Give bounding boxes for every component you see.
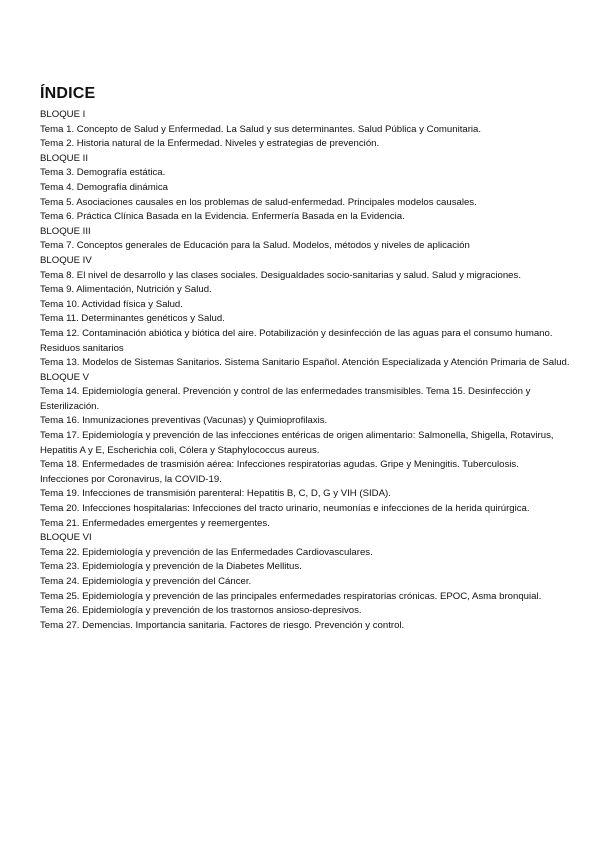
topic-entry: Tema 17. Epidemiología y prevención de las infecciones entéricas de origen alimentario: Salmonella, Shigella, Rotavirus, Hepatitis A y E, Escherichia coli, Cólera y Staphylococcus aureus. xyxy=(40,430,554,456)
block-heading: BLOQUE V xyxy=(40,371,90,383)
topic-entry: Tema 13. Modelos de Sistemas Sanitarios. Sistema Sanitario Español. Atención Especializada y Atención Primaria de Salud. xyxy=(40,357,570,369)
topic-entry: Tema 2. Historia natural de la Enfermedad. Niveles y estrategias de prevención. xyxy=(40,138,380,150)
topic-entry: Tema 20. Infecciones hospitalarias: Infecciones del tracto urinario, neumonías e infecciones de la herida quirúrgica. xyxy=(40,503,530,515)
index-list xyxy=(40,108,570,633)
topic-entry: Tema 5. Asociaciones causales en los problemas de salud-enfermedad. Principales modelos causales. xyxy=(40,196,477,208)
block-heading: BLOQUE III xyxy=(40,225,91,237)
block-heading: BLOQUE VI xyxy=(40,532,92,544)
topic-entry: Tema 8. El nivel de desarrollo y las clases sociales. Desigualdades socio-sanitarias y salud. Salud y migraciones. xyxy=(40,269,521,281)
topic-entry: Tema 7. Conceptos generales de Educación para la Salud. Modelos, métodos y niveles de aplicación xyxy=(40,240,470,252)
topic-entry: Tema 21. Enfermedades emergentes y reemergentes. xyxy=(40,517,270,529)
topic-entry: Tema 14. Epidemiología general. Prevención y control de las enfermedades transmisibles. Tema 15. Desinfección y Esterilización. xyxy=(40,386,531,412)
topic-entry: Tema 18. Enfermedades de trasmisión aérea: Infecciones respiratorias agudas. Gripe y Meningitis. Tuberculosis. Infecciones por Coronavirus, la COVID-19. xyxy=(40,459,519,485)
topic-entry: Tema 16. Inmunizaciones preventivas (Vacunas) y Quimioprofilaxis. xyxy=(40,415,328,427)
block-heading: BLOQUE IV xyxy=(40,254,92,266)
topic-entry: Tema 11. Determinantes genéticos y Salud. xyxy=(40,313,225,325)
block-heading: BLOQUE I xyxy=(40,109,86,120)
topic-entry: Tema 23. Epidemiología y prevención de la Diabetes Mellitus. xyxy=(40,561,302,573)
topic-entry: Tema 6. Práctica Clínica Basada en la Evidencia. Enfermería Basada en la Evidencia. xyxy=(40,211,405,223)
topic-entry: Tema 12. Contaminación abiótica y biótica del aire. Potabilización y desinfección de las aguas para el consumo humano. Residuos sanitarios xyxy=(40,327,553,354)
topic-entry: Tema 3. Demografía estática. xyxy=(40,167,166,179)
topic-entry: Tema 1. Concepto de Salud y Enfermedad. La Salud y sus determinantes. Salud Pública y Comunitaria. xyxy=(40,123,482,135)
topic-entry: Tema 9. Alimentación, Nutrición y Salud. xyxy=(40,284,212,296)
topic-entry: Tema 22. Epidemiología y prevención de las Enfermedades Cardiovasculares. xyxy=(40,546,373,558)
topic-entry: Tema 10. Actividad física y Salud. xyxy=(40,298,183,310)
topic-entry: Tema 19. Infecciones de transmisión parenteral: Hepatitis B, C, D, G y VIH (SIDA). xyxy=(40,488,391,500)
topic-entry: Tema 24. Epidemiología y prevención del Cáncer. xyxy=(40,576,252,587)
block-heading: BLOQUE II xyxy=(40,152,88,164)
topic-entry: Tema 26. Epidemiología y prevención de los trastornos ansioso-depresivos. xyxy=(40,605,362,617)
topic-entry: Tema 4. Demografía dinámica xyxy=(40,181,168,193)
index-title: ÍNDICE xyxy=(40,85,96,102)
document-page xyxy=(40,84,570,633)
topic-entry: Tema 25. Epidemiología y prevención de las principales enfermedades respiratorias crónicas. EPOC, Asma bronquial. xyxy=(40,590,542,602)
topic-entry: Tema 27. Demencias. Importancia sanitaria. Factores de riesgo. Prevención y control. xyxy=(40,619,405,631)
